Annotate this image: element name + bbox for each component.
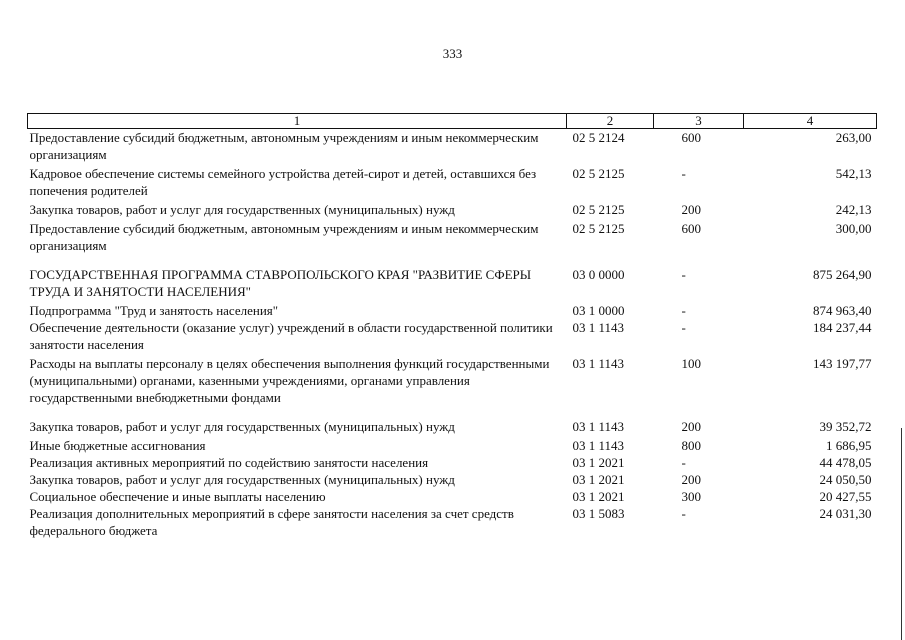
page-number: 333	[442, 46, 463, 61]
table-row	[28, 165, 877, 201]
row-name: Закупка товаров, работ и услуг для государственных (муниципальных) нужд	[29, 472, 455, 487]
row-code: 02 5 2125	[572, 166, 625, 181]
row-name: Предоставление субсидий бюджетным, автономным учреждениям и иным некоммерческим организациям	[29, 221, 539, 253]
header-col-4: 4	[744, 114, 877, 129]
table-row	[28, 488, 877, 505]
row-name: Подпрограмма "Труд и занятость населения"	[29, 303, 279, 318]
row-type: 200	[681, 419, 701, 434]
row-type: 100	[681, 356, 701, 371]
row-type: 800	[681, 438, 701, 453]
row-code: 03 1 1143	[572, 356, 625, 371]
budget-table	[27, 113, 877, 541]
row-name: Реализация активных мероприятий по содействию занятости населения	[29, 455, 429, 470]
row-sum: 143 197,77	[813, 356, 872, 371]
table-row	[28, 319, 877, 355]
row-code: 03 1 0000	[572, 303, 625, 318]
table-body	[28, 129, 877, 542]
row-name: Иные бюджетные ассигнования	[29, 438, 206, 453]
row-name: Расходы на выплаты персоналу в целях обеспечения выполнения функций государственными (муниципальными) органами, казенными учреждениями, органами управления государственными внебюджетными фондами	[29, 356, 550, 405]
row-code: 03 0 0000	[572, 267, 625, 282]
row-sum: 20 427,55	[819, 489, 872, 504]
row-type: -	[681, 320, 686, 335]
row-sum: 242,13	[835, 202, 872, 217]
table-row	[28, 454, 877, 471]
header-col-2: 2	[567, 114, 654, 129]
row-sum: 300,00	[835, 221, 872, 236]
row-type: -	[681, 267, 686, 282]
row-name: Закупка товаров, работ и услуг для государственных (муниципальных) нужд	[29, 202, 455, 217]
row-sum: 24 031,30	[819, 506, 872, 521]
header-row	[28, 114, 877, 129]
row-code: 02 5 2125	[572, 202, 625, 217]
row-name: Обеспечение деятельности (оказание услуг) учреждений в области государственной политики занятости населения	[29, 320, 553, 352]
row-name: Социальное обеспечение и иные выплаты населению	[29, 489, 326, 504]
row-type: 300	[681, 489, 701, 504]
row-code: 03 1 2021	[572, 472, 625, 487]
row-type: -	[681, 166, 686, 181]
row-type: -	[681, 303, 686, 318]
row-code: 03 1 5083	[572, 506, 625, 521]
row-type: 600	[681, 221, 701, 236]
budget-table-container	[27, 113, 876, 541]
scan-edge-line	[901, 428, 902, 640]
table-row	[28, 302, 877, 319]
table-row	[28, 355, 877, 408]
row-type: -	[681, 506, 686, 521]
table-row	[28, 471, 877, 488]
row-type: -	[681, 455, 686, 470]
header-col-3: 3	[654, 114, 744, 129]
table-row	[28, 201, 877, 220]
row-sum: 542,13	[835, 166, 872, 181]
row-code: 03 1 1143	[572, 320, 625, 335]
row-sum: 184 237,44	[813, 320, 872, 335]
row-code: 03 1 1143	[572, 438, 625, 453]
row-sum: 1 686,95	[826, 438, 872, 453]
row-code: 03 1 2021	[572, 455, 625, 470]
table-row	[28, 220, 877, 256]
row-type: 600	[681, 130, 701, 145]
row-sum: 24 050,50	[819, 472, 872, 487]
row-code: 03 1 2021	[572, 489, 625, 504]
row-sum: 44 478,05	[819, 455, 872, 470]
table-row	[28, 505, 877, 541]
row-name: ГОСУДАРСТВЕННАЯ ПРОГРАММА СТАВРОПОЛЬСКОГО КРАЯ "РАЗВИТИЕ СФЕРЫ ТРУДА И ЗАНЯТОСТИ НАСЕЛЕНИЯ"	[29, 267, 532, 299]
row-sum: 875 264,90	[813, 267, 872, 282]
row-code: 02 5 2124	[572, 130, 625, 145]
table-header	[28, 114, 877, 129]
row-name: Закупка товаров, работ и услуг для государственных (муниципальных) нужд	[29, 419, 455, 434]
row-name: Кадровое обеспечение системы семейного устройства детей-сирот и детей, оставшихся без попечения родителей	[29, 166, 537, 198]
row-sum: 874 963,40	[813, 303, 872, 318]
table-row	[28, 437, 877, 454]
header-col-1: 1	[28, 114, 567, 129]
row-name: Предоставление субсидий бюджетным, автономным учреждениям и иным некоммерческим организациям	[29, 130, 539, 162]
table-row	[28, 129, 877, 166]
row-code: 03 1 1143	[572, 419, 625, 434]
row-name: Реализация дополнительных мероприятий в сфере занятости населения за счет средств федерального бюджета	[29, 506, 514, 538]
row-type: 200	[681, 202, 701, 217]
row-code: 02 5 2125	[572, 221, 625, 236]
row-sum: 263,00	[835, 130, 872, 145]
table-row	[28, 256, 877, 302]
table-row	[28, 408, 877, 437]
row-sum: 39 352,72	[819, 419, 872, 434]
row-type: 200	[681, 472, 701, 487]
